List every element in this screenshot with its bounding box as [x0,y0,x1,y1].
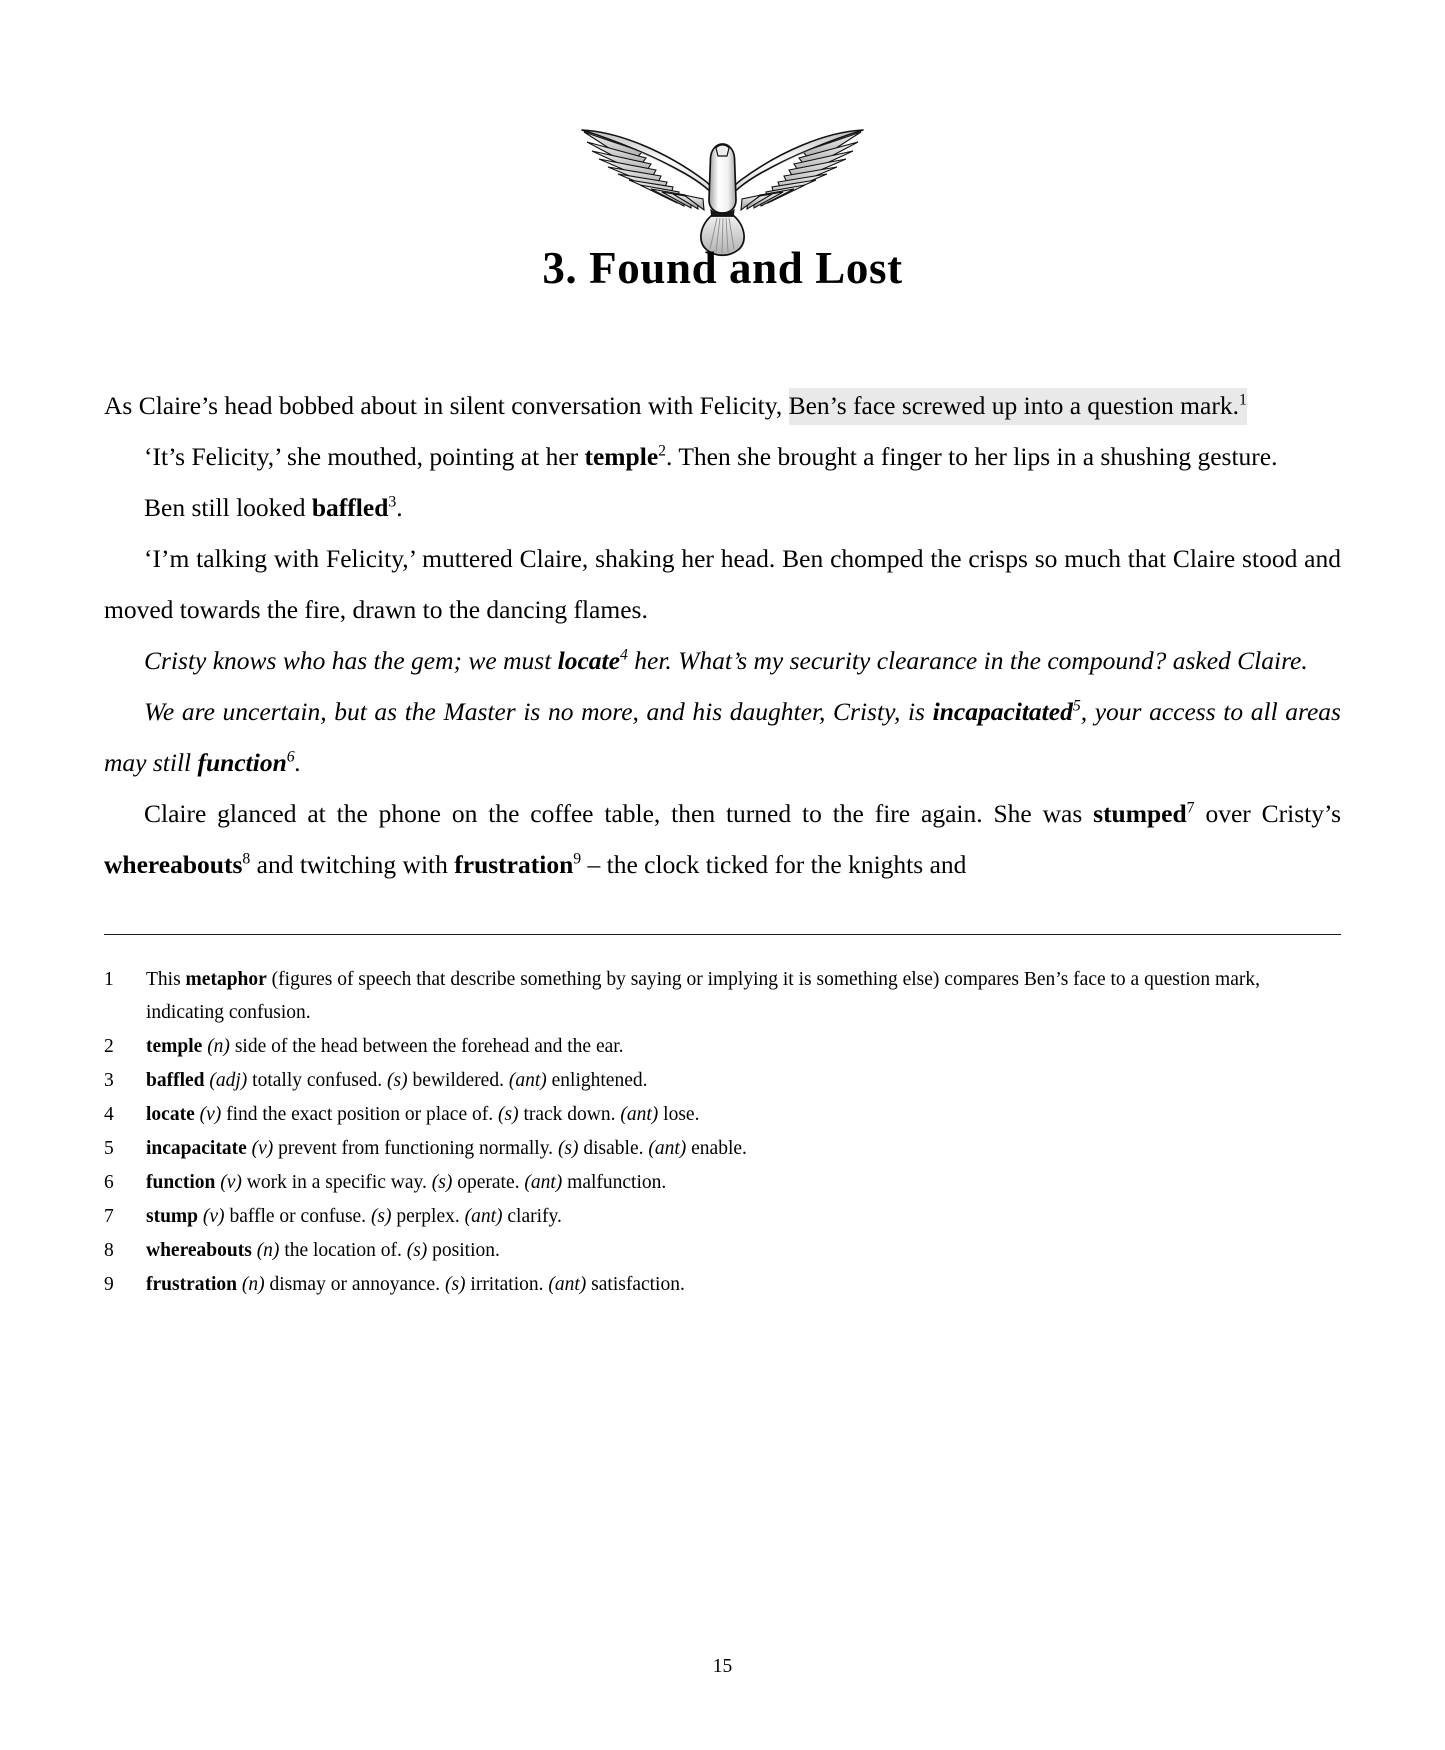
footnote-9-antonym-marker: (ant) [548,1273,587,1295]
flying-bird-ornament [580,118,865,258]
footnote-body-4 [146,1098,1341,1131]
footnote-6-antonym: malfunction. [562,1171,667,1193]
footnote-number-4: 4 [104,1103,114,1125]
footnote-1-prefix: This [146,968,186,990]
footnote-body-2 [146,1030,1341,1063]
vocab-temple: temple [584,441,659,471]
footnote-item-8 [104,1234,1341,1267]
footnote-7-pos: (v) [202,1205,225,1227]
footnote-4-antonym-marker: (ant) [620,1103,659,1125]
footnote-number-3: 3 [104,1069,114,1091]
footnote-3-pos: (adj) [209,1069,248,1091]
vocab-function: function [197,747,287,777]
footnote-5-synonym: disable. [578,1137,649,1159]
footnote-2-pos: (n) [207,1035,230,1057]
footnote-5-headword: incapacitate [146,1137,247,1159]
footnote-body-9 [146,1268,1341,1301]
footnote-ref-9[interactable]: 9 [573,850,582,867]
paragraph-7 [104,788,1341,890]
footnote-4-antonym: lose. [658,1103,700,1125]
footnote-number-6: 6 [104,1171,114,1193]
footnote-number-2: 2 [104,1035,114,1057]
paragraph-3-tail: . [396,492,403,522]
footnote-9-definition: dismay or annoyance. [264,1273,445,1295]
paragraph-1 [104,380,1341,431]
paragraph-4: ‘I’m talking with Felicity,’ muttered Claire, shaking her head. Ben chomped the crisps so much that Claire stood and moved towards the fire, drawn to the dancing flames. [104,543,1341,624]
footnote-7-headword: stump [146,1205,199,1227]
footnote-8-definition: the location of. [279,1239,407,1261]
footnote-ref-1[interactable]: 1 [1238,391,1247,408]
footnote-6-synonym: operate. [452,1171,525,1193]
footnote-7-antonym: clarify. [502,1205,562,1227]
paragraph-5 [104,635,1341,686]
footnote-ref-8[interactable]: 8 [242,850,251,867]
footnote-7-definition: baffle or confuse. [224,1205,371,1227]
footnote-item-2 [104,1030,1341,1063]
footnote-2-headword: temple [146,1035,203,1057]
footnote-8-headword: whereabouts [146,1239,252,1261]
footnote-item-5 [104,1132,1341,1165]
paragraph-1-lead: As Claire’s head bobbed about in silent conversation with Felicity, [104,390,789,420]
footnote-1-headword: metaphor [185,968,267,990]
footnote-ref-3[interactable]: 3 [388,493,397,510]
vocab-whereabouts: whereabouts [104,849,243,879]
footnote-4-pos: (v) [199,1103,222,1125]
footnote-5-antonym: enable. [686,1137,747,1159]
footnote-item-7 [104,1200,1341,1233]
vocab-baffled: baffled [311,492,389,522]
vocab-locate: locate [557,645,620,675]
footnote-item-6 [104,1166,1341,1199]
paragraph-3 [104,482,1341,533]
footnote-item-1 [104,963,1341,1029]
footnote-6-pos: (v) [220,1171,242,1193]
footnote-4-synonym: track down. [518,1103,621,1125]
paragraph-2 [104,431,1341,482]
footnote-body-3 [146,1064,1341,1097]
footnote-number-8: 8 [104,1239,114,1261]
footnote-7-synonym-marker: (s) [370,1205,392,1227]
footnote-8-synonym-marker: (s) [406,1239,428,1261]
footnote-4-headword: locate [146,1103,195,1125]
footnote-3-synonym-marker: (s) [387,1069,408,1091]
footnote-5-antonym-marker: (ant) [648,1137,687,1159]
footnote-list [104,963,1341,1301]
footnote-3-antonym-marker: (ant) [508,1069,547,1091]
footnote-ref-7[interactable]: 7 [1186,799,1195,816]
footnote-8-pos: (n) [256,1239,280,1261]
footnote-number-9: 9 [104,1273,114,1295]
footnote-4-synonym-marker: (s) [497,1103,519,1125]
paragraph-2-lead: ‘It’s Felicity,’ she mouthed, pointing at her [144,441,585,471]
vocab-incapacitated: incapacitated [932,696,1073,726]
footnote-7-antonym-marker: (ant) [464,1205,503,1227]
footnote-9-antonym: satisfaction. [586,1273,685,1295]
footnote-2-definition: side of the head between the forehead and the ear. [229,1035,624,1057]
footnote-5-definition: prevent from functioning normally. [273,1137,558,1159]
footnote-5-synonym-marker: (s) [557,1137,579,1159]
footnote-1-rest: (figures of speech that describe something by saying or implying it is something else) compares Ben’s face to a question mark, indicating confusion. [146,968,1260,1023]
footnote-9-headword: frustration [146,1273,237,1295]
chapter-ornament [104,0,1341,172]
paragraph-5-lead: Cristy knows who has the gem; we must [144,645,558,675]
paragraph-6-tail: . [294,747,302,777]
footnote-body-8 [146,1234,1341,1267]
vocab-stumped: stumped [1093,798,1187,828]
vocab-frustration: frustration [454,849,574,879]
footnote-9-synonym-marker: (s) [444,1273,466,1295]
paragraph-7-mid2: and twitching with [250,849,455,879]
paragraph-6 [104,686,1341,788]
footnote-9-synonym: irritation. [465,1273,549,1295]
paragraph-6-lead: We are uncertain, but as the Master is no more, and his daughter, Cristy, is [144,696,933,726]
footnote-body-5 [146,1132,1341,1165]
footnote-number-7: 7 [104,1205,114,1227]
footnote-3-antonym: enlightened. [546,1069,648,1091]
chapter-body [104,380,1341,890]
footnote-6-synonym-marker: (s) [431,1171,453,1193]
footnote-item-4 [104,1098,1341,1131]
footnote-5-pos: (v) [251,1137,274,1159]
footnote-ref-5[interactable]: 5 [1072,697,1081,714]
chapter-title: 3. Found and Lost [542,243,903,293]
footnote-body-7 [146,1200,1341,1233]
paragraph-7-mid: over Cristy’s [1194,798,1341,828]
paragraph-7-tail: – the clock ticked for the knights and [581,849,967,879]
footnote-item-9 [104,1268,1341,1301]
footnote-4-definition: find the exact position or place of. [221,1103,498,1125]
footnote-7-synonym: perplex. [391,1205,465,1227]
footnote-separator [104,934,1341,935]
footnote-3-synonym: bewildered. [407,1069,509,1091]
footnote-3-headword: baffled [146,1069,205,1091]
paragraph-2-tail: . Then she brought a finger to her lips in a shushing gesture. [666,441,1278,471]
footnote-ref-4[interactable]: 4 [619,646,628,663]
footnote-number-5: 5 [104,1137,114,1159]
highlighted-sentence [789,388,1247,425]
footnote-body-6 [146,1166,1341,1199]
footnote-3-definition: totally confused. [247,1069,387,1091]
footnote-6-definition: work in a specific way. [241,1171,432,1193]
footnote-6-antonym-marker: (ant) [524,1171,563,1193]
footnote-ref-2[interactable]: 2 [658,442,667,459]
footnote-9-pos: (n) [241,1273,265,1295]
paragraph-7-lead: Claire glanced at the phone on the coffee table, then turned to the fire again. She was [144,798,1094,828]
page-number: 15 [712,1656,733,1677]
footnote-item-3 [104,1064,1341,1097]
footnote-body-1 [146,963,1341,1029]
highlighted-sentence-text: Ben’s face screwed up into a question mark. [788,390,1239,420]
footnote-number-1: 1 [104,968,114,990]
paragraph-5-tail: her. What’s my security clearance in the compound? asked Claire. [627,645,1308,675]
footnote-8-synonym: position. [427,1239,500,1261]
footnote-6-headword: function [146,1171,216,1193]
paragraph-6-mid: , your access to all areas may still [104,696,1341,777]
footnote-ref-6[interactable]: 6 [286,748,295,765]
paragraph-3-lead: Ben still looked [144,492,312,522]
